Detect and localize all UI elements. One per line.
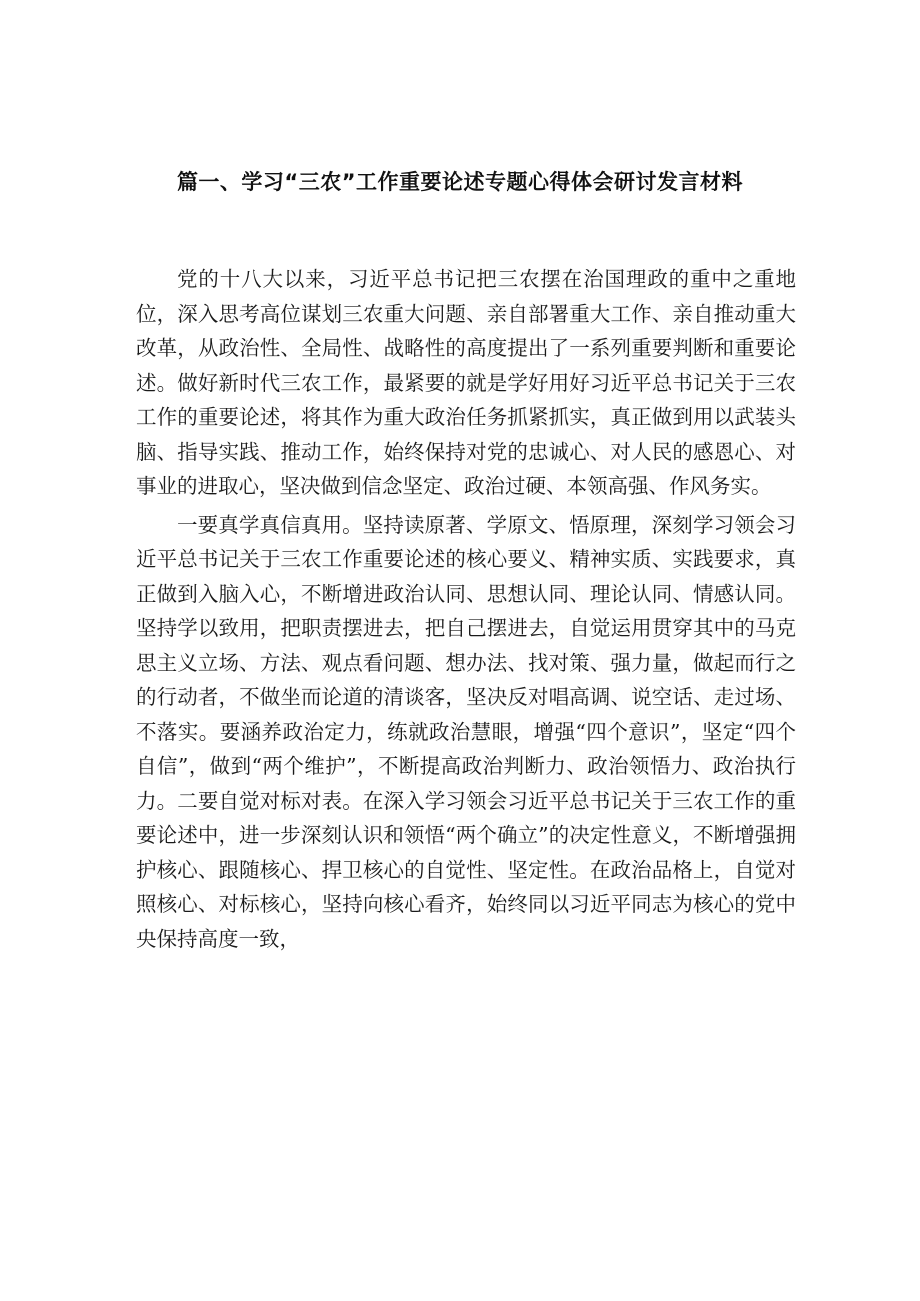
paragraph-study: 一要真学真信真用。坚持读原著、学原文、悟原理，深刻学习领会习近平总书记关于三农工作重要论述的核心要义、精神实质、实践要求，真正做到入脑入心，不断增进政治认同、思想认同、理论认同、情感认同。坚持学以致用，把职责摆进去，把自己摆进去，自觉运用贯穿其中的马克思主义立场、方法、观点看问题、想办法、找对策、强力量，做起而行之的行动者，不做坐而论道的清谈客，坚决反对唱高调、说空话、走过场、不落实。要涵养政治定力，练就政治慧眼，增强“四个意识”，坚定“四个自信”，做到“两个维护”，不断提高政治判断力、政治领悟力、政治执行力。二要自觉对标对表。在深入学习领会习近平总书记关于三农工作的重要论述中，进一步深刻认识和领悟“两个确立”的决定性意义，不断增强拥护核心、跟随核心、捍卫核心的自觉性、坚定性。在政治品格上，自觉对照核心、对标核心，坚持向核心看齐，始终同以习近平同志为核心的党中央保持高度一致， [136,512,796,951]
paragraph-intro: 党的十八大以来，习近平总书记把三农摆在治国理政的重中之重地位，深入思考高位谋划三农重大问题、亲自部署重大工作、亲自推动重大改革，从政治性、全局性、战略性的高度提出了一系列重要判断和重要论述。做好新时代三农工作，最紧要的就是学好用好习近平总书记关于三农工作的重要论述，将其作为重大政治任务抓紧抓实，真正做到用以武装头脑、指导实践、推动工作，始终保持对党的忠诚心、对人民的感恩心、对事业的进取心，坚决做到信念坚定、政治过硬、本领高强、作风务实。 [136,267,796,498]
document-body [136,262,796,960]
document-title: 篇一、学习“三农”工作重要论述专题心得体会研讨发言材料 [176,170,744,194]
